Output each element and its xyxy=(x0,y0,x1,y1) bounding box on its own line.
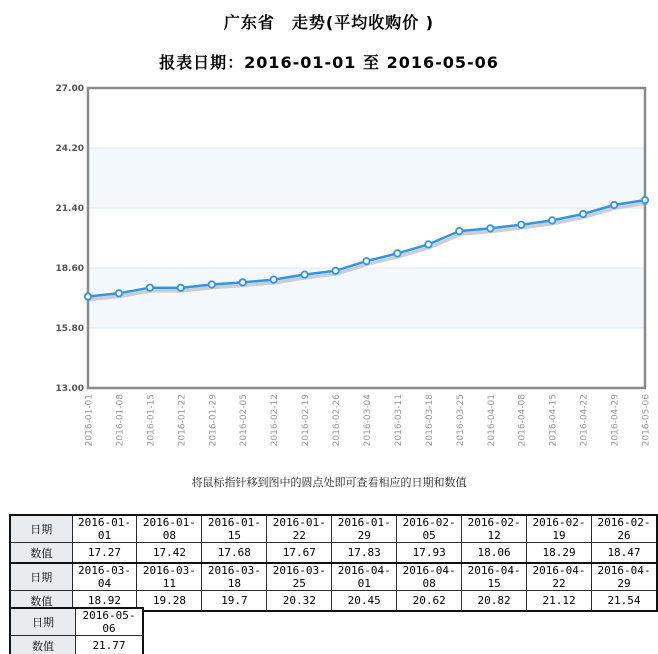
value-cell: 18.29 xyxy=(527,543,592,564)
data-point[interactable] xyxy=(611,202,617,208)
y-axis-tick-label: 15.80 xyxy=(55,324,84,334)
value-cell: 17.93 xyxy=(397,543,462,564)
data-point[interactable] xyxy=(271,276,277,282)
table-row-dates xyxy=(10,563,657,591)
x-axis-tick-label: 2016-03-25 xyxy=(455,394,466,447)
table-row-values xyxy=(10,543,657,564)
plot-frame xyxy=(88,88,645,388)
table-row-dates xyxy=(10,515,657,543)
value-cell: 20.32 xyxy=(267,591,332,612)
y-axis-tick-label: 27.00 xyxy=(55,84,84,94)
value-cell: 17.68 xyxy=(202,543,267,564)
trend-chart-svg xyxy=(0,80,658,465)
data-table-3 xyxy=(9,607,144,654)
date-cell: 2016-05-06 xyxy=(76,608,144,636)
x-axis-tick-label: 2016-04-08 xyxy=(517,394,528,447)
data-table-2 xyxy=(9,562,658,612)
date-cell: 2016-04-01 xyxy=(332,563,397,591)
date-cell: 2016-01-15 xyxy=(202,515,267,543)
table-row-values xyxy=(10,636,143,654)
data-point[interactable] xyxy=(580,211,586,217)
x-axis-tick-label: 2016-04-22 xyxy=(579,394,590,447)
date-cell: 2016-02-12 xyxy=(462,515,527,543)
plot-band xyxy=(89,148,644,208)
data-point[interactable] xyxy=(209,281,215,287)
row-header: 数值 xyxy=(10,543,72,564)
value-cell: 18.06 xyxy=(462,543,527,564)
value-cell: 17.67 xyxy=(267,543,332,564)
date-cell: 2016-03-25 xyxy=(267,563,332,591)
data-point[interactable] xyxy=(240,279,246,285)
value-cell: 21.54 xyxy=(592,591,658,612)
x-axis-tick-label: 2016-03-04 xyxy=(363,394,373,447)
value-cell: 21.12 xyxy=(527,591,592,612)
y-axis-tick-label: 24.20 xyxy=(55,144,84,154)
table-row-dates xyxy=(10,608,143,636)
hover-hint: 将鼠标指针移到图中的圆点处即可查看相应的日期和数值 xyxy=(191,476,467,489)
value-cell: 17.27 xyxy=(72,543,137,564)
value-cell: 18.47 xyxy=(592,543,658,564)
x-axis-tick-label: 2016-01-01 xyxy=(84,394,95,447)
date-cell: 2016-03-04 xyxy=(72,563,137,591)
data-point[interactable] xyxy=(549,217,555,223)
data-point[interactable] xyxy=(425,241,431,247)
x-axis-tick-label: 2016-02-26 xyxy=(332,394,343,447)
value-cell: 20.45 xyxy=(332,591,397,612)
date-cell: 2016-04-29 xyxy=(592,563,658,591)
date-cell: 2016-01-29 xyxy=(332,515,397,543)
data-point[interactable] xyxy=(332,268,338,274)
x-axis-tick-label: 2016-04-29 xyxy=(610,394,621,447)
data-point[interactable] xyxy=(147,285,153,291)
row-header: 数值 xyxy=(10,636,76,654)
row-header: 日期 xyxy=(10,515,72,543)
value-cell: 17.42 xyxy=(137,543,202,564)
plot-band xyxy=(89,268,644,328)
x-axis-tick-label: 2016-01-15 xyxy=(146,394,157,447)
data-point[interactable] xyxy=(487,225,493,231)
x-axis-tick-label: 2016-02-12 xyxy=(270,394,281,447)
value-cell: 18.92 xyxy=(72,591,137,612)
data-table-1 xyxy=(9,514,658,564)
data-point[interactable] xyxy=(363,258,369,264)
value-cell: 20.82 xyxy=(462,591,527,612)
date-cell: 2016-03-11 xyxy=(137,563,202,591)
data-point[interactable] xyxy=(116,290,122,296)
data-point[interactable] xyxy=(642,197,648,203)
data-point[interactable] xyxy=(178,285,184,291)
y-axis-tick-label: 13.00 xyxy=(55,384,84,394)
x-axis-tick-label: 2016-01-08 xyxy=(115,394,126,447)
row-header: 日期 xyxy=(10,563,72,591)
date-cell: 2016-04-15 xyxy=(462,563,527,591)
date-cell: 2016-02-05 xyxy=(397,515,462,543)
value-cell: 19.28 xyxy=(137,591,202,612)
x-axis-tick-label: 2016-04-15 xyxy=(548,394,559,447)
x-axis-tick-label: 2016-03-11 xyxy=(393,394,404,447)
price-trend-chart xyxy=(0,80,658,465)
date-cell: 2016-04-08 xyxy=(397,563,462,591)
data-point[interactable] xyxy=(301,271,307,277)
data-point[interactable] xyxy=(456,228,462,234)
data-point[interactable] xyxy=(394,250,400,256)
date-cell: 2016-01-08 xyxy=(137,515,202,543)
y-axis-tick-label: 18.60 xyxy=(55,264,84,274)
x-axis-tick-label: 2016-05-06 xyxy=(641,394,652,447)
x-axis-tick-label: 2016-02-19 xyxy=(301,394,312,447)
data-point[interactable] xyxy=(518,222,524,228)
date-cell: 2016-01-22 xyxy=(267,515,332,543)
x-axis-tick-label: 2016-01-29 xyxy=(208,394,219,447)
x-axis-tick-label: 2016-01-22 xyxy=(177,394,188,447)
row-header: 日期 xyxy=(10,608,76,636)
chart-title: 广东省 走势(平均收购价 ) xyxy=(223,13,435,32)
x-axis-tick-label: 2016-04-01 xyxy=(486,394,497,447)
date-cell: 2016-04-22 xyxy=(527,563,592,591)
date-cell: 2016-02-19 xyxy=(527,515,592,543)
x-axis-tick-label: 2016-02-05 xyxy=(239,394,250,447)
y-axis-tick-label: 21.40 xyxy=(55,204,84,214)
data-point[interactable] xyxy=(85,293,91,299)
value-cell: 19.7 xyxy=(202,591,267,612)
date-cell: 2016-01-01 xyxy=(72,515,137,543)
value-cell: 17.83 xyxy=(332,543,397,564)
value-cell: 21.77 xyxy=(76,636,144,654)
report-date-range: 报表日期：2016-01-01 至 2016-05-06 xyxy=(159,53,499,72)
value-cell: 20.62 xyxy=(397,591,462,612)
date-cell: 2016-03-18 xyxy=(202,563,267,591)
x-axis-tick-label: 2016-03-18 xyxy=(424,394,435,447)
date-cell: 2016-02-26 xyxy=(592,515,658,543)
row-header: 数值 xyxy=(10,591,72,612)
